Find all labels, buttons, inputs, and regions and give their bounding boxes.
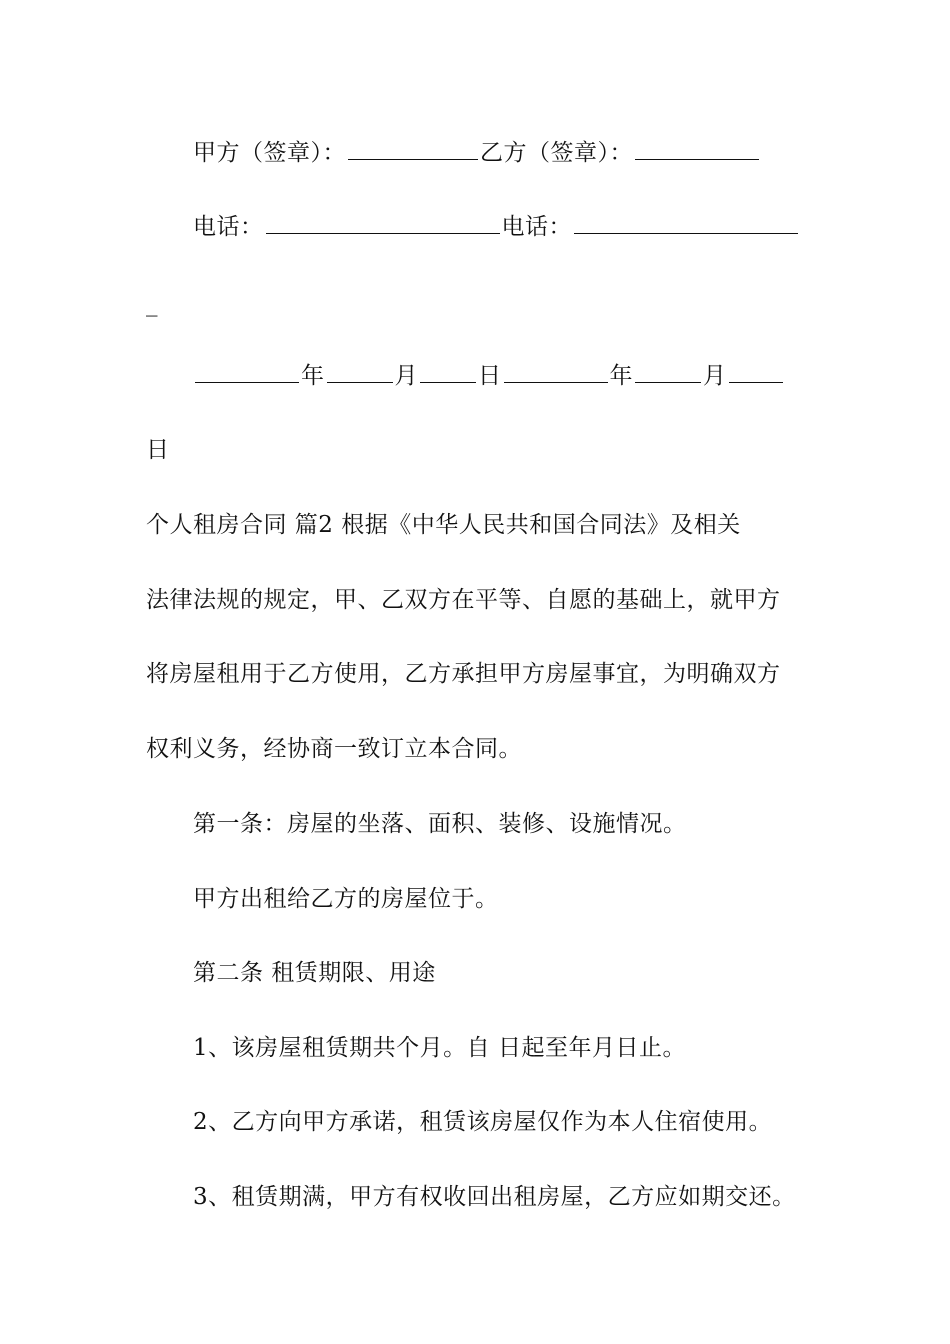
party-b-phone-label: 电话：	[501, 214, 572, 240]
party-b-day-label: 日	[146, 437, 170, 463]
party-a-month-blank	[327, 360, 393, 383]
article-2-item-2: 2、乙方向甲方承诺，租赁该房屋仅作为本人住宿使用。	[193, 1109, 773, 1135]
party-b-month-blank	[635, 360, 701, 383]
party-a-signature-blank	[348, 137, 478, 160]
phone-line	[193, 211, 863, 243]
article-1-title: 第一条：房屋的坐落、面积、装修、设施情况。	[193, 811, 687, 837]
date-line	[193, 360, 863, 392]
party-b-phone-blank	[574, 211, 798, 234]
party-a-day-blank	[420, 360, 476, 383]
contract-intro-line-2: 法律法规的规定，甲、乙双方在平等、自愿的基础上，就甲方	[146, 587, 781, 613]
contract-intro-line-1: 个人租房合同 篇2 根据《中华人民共和国合同法》及相关	[146, 512, 741, 538]
signature-line	[193, 137, 863, 169]
party-a-phone-blank	[266, 211, 500, 234]
article-1-text: 甲方出租给乙方的房屋位于。	[193, 886, 499, 912]
stray-underscore: _	[146, 291, 158, 317]
party-a-signature-label: 甲方（签章）：	[193, 140, 346, 166]
contract-intro-line-3: 将房屋租用于乙方使用，乙方承担甲方房屋事宜，为明确双方	[146, 661, 781, 687]
party-b-year-blank	[504, 360, 608, 383]
article-2-item-3: 3、租赁期满，甲方有权收回出租房屋，乙方应如期交还。	[193, 1184, 796, 1210]
party-b-signature-label: 乙方（签章）：	[480, 140, 633, 166]
party-b-day-blank	[729, 360, 783, 383]
article-2-title: 第二条 租赁期限、用途	[193, 960, 436, 986]
party-b-signature-blank	[635, 137, 759, 160]
contract-intro-line-4: 权利义务，经协商一致订立本合同。	[146, 736, 522, 762]
party-a-year-blank	[195, 360, 299, 383]
article-2-item-1: 1、该房屋租赁期共个月。自 日起至年月日止。	[193, 1035, 686, 1061]
party-b-year-label: 年	[609, 363, 633, 389]
party-b-month-label: 月	[703, 363, 727, 389]
party-a-phone-label: 电话：	[193, 214, 264, 240]
party-a-month-label: 月	[394, 363, 418, 389]
party-a-year-label: 年	[301, 363, 325, 389]
party-a-day-label: 日	[478, 363, 502, 389]
